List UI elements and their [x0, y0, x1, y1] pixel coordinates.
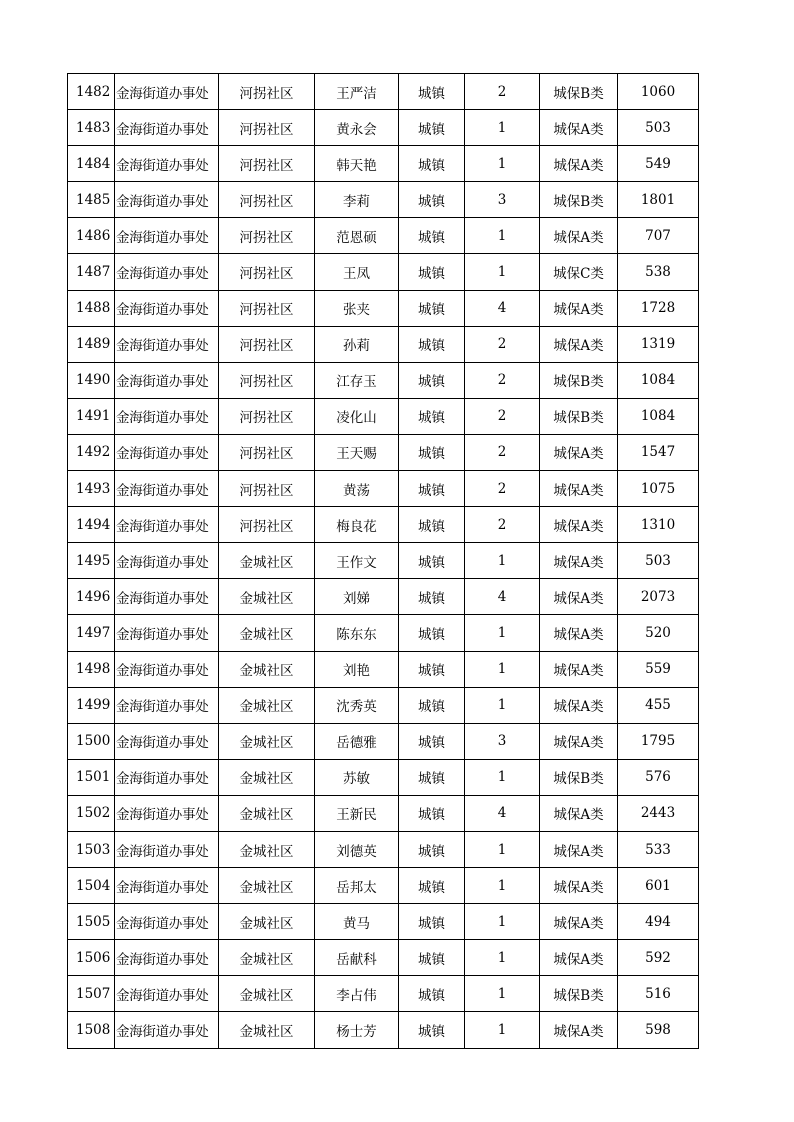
- cell-community: 金城社区: [219, 723, 315, 759]
- cell-area-type: 城镇: [399, 651, 465, 687]
- cell-household-count: 1: [465, 831, 540, 867]
- cell-category: 城保A类: [540, 615, 618, 651]
- table-row: [68, 543, 699, 579]
- cell-amount: 559: [618, 651, 699, 687]
- cell-office: 金海街道办事处: [115, 290, 219, 326]
- cell-office: 金海街道办事处: [115, 74, 219, 110]
- cell-category: 城保A类: [540, 940, 618, 976]
- cell-community: 金城社区: [219, 759, 315, 795]
- cell-household-count: 2: [465, 74, 540, 110]
- cell-office: 金海街道办事处: [115, 687, 219, 723]
- cell-sequence-number: 1507: [68, 976, 115, 1012]
- cell-sequence-number: 1495: [68, 543, 115, 579]
- cell-household-count: 1: [465, 976, 540, 1012]
- cell-sequence-number: 1501: [68, 759, 115, 795]
- cell-household-count: 3: [465, 182, 540, 218]
- cell-household-count: 4: [465, 579, 540, 615]
- cell-name: 刘德英: [315, 831, 399, 867]
- table-row: [68, 687, 699, 723]
- cell-office: 金海街道办事处: [115, 759, 219, 795]
- cell-category: 城保A类: [540, 868, 618, 904]
- cell-household-count: 3: [465, 723, 540, 759]
- cell-name: 江存玉: [315, 362, 399, 398]
- cell-category: 城保A类: [540, 290, 618, 326]
- cell-household-count: 2: [465, 326, 540, 362]
- cell-category: 城保A类: [540, 543, 618, 579]
- cell-sequence-number: 1503: [68, 831, 115, 867]
- cell-household-count: 1: [465, 1012, 540, 1048]
- cell-category: 城保B类: [540, 398, 618, 434]
- cell-sequence-number: 1491: [68, 398, 115, 434]
- table-row: [68, 831, 699, 867]
- cell-amount: 494: [618, 904, 699, 940]
- cell-amount: 592: [618, 940, 699, 976]
- cell-sequence-number: 1483: [68, 110, 115, 146]
- cell-category: 城保A类: [540, 795, 618, 831]
- cell-area-type: 城镇: [399, 976, 465, 1012]
- cell-area-type: 城镇: [399, 507, 465, 543]
- table-row: [68, 868, 699, 904]
- cell-community: 金城社区: [219, 940, 315, 976]
- cell-category: 城保A类: [540, 471, 618, 507]
- cell-household-count: 2: [465, 471, 540, 507]
- cell-household-count: 2: [465, 362, 540, 398]
- cell-sequence-number: 1488: [68, 290, 115, 326]
- cell-name: 沈秀英: [315, 687, 399, 723]
- cell-office: 金海街道办事处: [115, 110, 219, 146]
- cell-category: 城保B类: [540, 362, 618, 398]
- cell-sequence-number: 1498: [68, 651, 115, 687]
- cell-area-type: 城镇: [399, 868, 465, 904]
- cell-name: 岳德雅: [315, 723, 399, 759]
- cell-category: 城保A类: [540, 723, 618, 759]
- cell-name: 岳献科: [315, 940, 399, 976]
- cell-amount: 1084: [618, 398, 699, 434]
- cell-household-count: 2: [465, 434, 540, 470]
- cell-office: 金海街道办事处: [115, 976, 219, 1012]
- cell-community: 河拐社区: [219, 290, 315, 326]
- cell-name: 刘娣: [315, 579, 399, 615]
- cell-area-type: 城镇: [399, 146, 465, 182]
- cell-office: 金海街道办事处: [115, 543, 219, 579]
- cell-amount: 576: [618, 759, 699, 795]
- cell-sequence-number: 1482: [68, 74, 115, 110]
- cell-area-type: 城镇: [399, 398, 465, 434]
- cell-community: 金城社区: [219, 543, 315, 579]
- table-row: [68, 795, 699, 831]
- cell-office: 金海街道办事处: [115, 182, 219, 218]
- cell-household-count: 1: [465, 651, 540, 687]
- cell-office: 金海街道办事处: [115, 868, 219, 904]
- cell-community: 金城社区: [219, 651, 315, 687]
- table-row: [68, 579, 699, 615]
- cell-office: 金海街道办事处: [115, 398, 219, 434]
- cell-community: 河拐社区: [219, 398, 315, 434]
- cell-household-count: 1: [465, 218, 540, 254]
- cell-community: 河拐社区: [219, 326, 315, 362]
- cell-sequence-number: 1486: [68, 218, 115, 254]
- table-row: [68, 615, 699, 651]
- cell-community: 河拐社区: [219, 74, 315, 110]
- table-row: [68, 362, 699, 398]
- cell-name: 陈东东: [315, 615, 399, 651]
- cell-sequence-number: 1494: [68, 507, 115, 543]
- cell-category: 城保A类: [540, 579, 618, 615]
- cell-area-type: 城镇: [399, 795, 465, 831]
- cell-community: 河拐社区: [219, 110, 315, 146]
- cell-sequence-number: 1502: [68, 795, 115, 831]
- cell-category: 城保A类: [540, 326, 618, 362]
- cell-category: 城保B类: [540, 74, 618, 110]
- cell-community: 河拐社区: [219, 362, 315, 398]
- cell-name: 黄马: [315, 904, 399, 940]
- cell-household-count: 2: [465, 507, 540, 543]
- cell-amount: 598: [618, 1012, 699, 1048]
- cell-amount: 520: [618, 615, 699, 651]
- cell-community: 金城社区: [219, 868, 315, 904]
- cell-amount: 1060: [618, 74, 699, 110]
- cell-area-type: 城镇: [399, 687, 465, 723]
- cell-area-type: 城镇: [399, 254, 465, 290]
- cell-amount: 1310: [618, 507, 699, 543]
- cell-sequence-number: 1496: [68, 579, 115, 615]
- cell-name: 杨士芳: [315, 1012, 399, 1048]
- cell-sequence-number: 1492: [68, 434, 115, 470]
- cell-category: 城保C类: [540, 254, 618, 290]
- cell-amount: 455: [618, 687, 699, 723]
- cell-amount: 1795: [618, 723, 699, 759]
- cell-category: 城保A类: [540, 687, 618, 723]
- cell-sequence-number: 1505: [68, 904, 115, 940]
- cell-household-count: 4: [465, 795, 540, 831]
- cell-office: 金海街道办事处: [115, 795, 219, 831]
- cell-community: 金城社区: [219, 615, 315, 651]
- table-row: [68, 507, 699, 543]
- cell-amount: 503: [618, 543, 699, 579]
- cell-category: 城保A类: [540, 507, 618, 543]
- table-row: [68, 146, 699, 182]
- cell-name: 范恩硕: [315, 218, 399, 254]
- cell-category: 城保A类: [540, 218, 618, 254]
- cell-office: 金海街道办事处: [115, 146, 219, 182]
- cell-area-type: 城镇: [399, 723, 465, 759]
- cell-household-count: 1: [465, 254, 540, 290]
- cell-office: 金海街道办事处: [115, 579, 219, 615]
- cell-amount: 1075: [618, 471, 699, 507]
- table-row: [68, 723, 699, 759]
- table-row: [68, 940, 699, 976]
- table-row: [68, 218, 699, 254]
- cell-community: 河拐社区: [219, 146, 315, 182]
- cell-office: 金海街道办事处: [115, 651, 219, 687]
- cell-community: 金城社区: [219, 831, 315, 867]
- cell-office: 金海街道办事处: [115, 723, 219, 759]
- cell-office: 金海街道办事处: [115, 471, 219, 507]
- table-row: [68, 434, 699, 470]
- cell-community: 河拐社区: [219, 254, 315, 290]
- cell-community: 河拐社区: [219, 471, 315, 507]
- cell-sequence-number: 1499: [68, 687, 115, 723]
- cell-household-count: 1: [465, 615, 540, 651]
- cell-sequence-number: 1487: [68, 254, 115, 290]
- cell-area-type: 城镇: [399, 110, 465, 146]
- cell-community: 河拐社区: [219, 434, 315, 470]
- cell-community: 金城社区: [219, 904, 315, 940]
- cell-community: 河拐社区: [219, 218, 315, 254]
- cell-household-count: 1: [465, 146, 540, 182]
- cell-category: 城保B类: [540, 759, 618, 795]
- cell-area-type: 城镇: [399, 218, 465, 254]
- cell-area-type: 城镇: [399, 831, 465, 867]
- cell-sequence-number: 1500: [68, 723, 115, 759]
- cell-office: 金海街道办事处: [115, 831, 219, 867]
- cell-household-count: 2: [465, 398, 540, 434]
- table-row: [68, 74, 699, 110]
- cell-area-type: 城镇: [399, 471, 465, 507]
- cell-household-count: 1: [465, 904, 540, 940]
- cell-name: 苏敏: [315, 759, 399, 795]
- cell-name: 岳邦太: [315, 868, 399, 904]
- cell-category: 城保A类: [540, 651, 618, 687]
- cell-category: 城保B类: [540, 976, 618, 1012]
- cell-amount: 1547: [618, 434, 699, 470]
- cell-name: 王天赐: [315, 434, 399, 470]
- cell-category: 城保A类: [540, 1012, 618, 1048]
- cell-area-type: 城镇: [399, 579, 465, 615]
- cell-amount: 549: [618, 146, 699, 182]
- cell-category: 城保A类: [540, 146, 618, 182]
- cell-amount: 2073: [618, 579, 699, 615]
- cell-amount: 2443: [618, 795, 699, 831]
- cell-community: 金城社区: [219, 1012, 315, 1048]
- cell-name: 刘艳: [315, 651, 399, 687]
- table-row: [68, 110, 699, 146]
- cell-area-type: 城镇: [399, 326, 465, 362]
- cell-office: 金海街道办事处: [115, 1012, 219, 1048]
- cell-amount: 1728: [618, 290, 699, 326]
- table-row: [68, 904, 699, 940]
- roster-table: [67, 73, 699, 1049]
- cell-office: 金海街道办事处: [115, 326, 219, 362]
- cell-household-count: 1: [465, 543, 540, 579]
- cell-category: 城保A类: [540, 110, 618, 146]
- cell-amount: 1084: [618, 362, 699, 398]
- cell-area-type: 城镇: [399, 759, 465, 795]
- cell-community: 河拐社区: [219, 182, 315, 218]
- cell-name: 王作文: [315, 543, 399, 579]
- cell-sequence-number: 1506: [68, 940, 115, 976]
- cell-area-type: 城镇: [399, 182, 465, 218]
- cell-household-count: 4: [465, 290, 540, 326]
- table-row: [68, 976, 699, 1012]
- cell-sequence-number: 1484: [68, 146, 115, 182]
- table-row: [68, 471, 699, 507]
- cell-name: 王凤: [315, 254, 399, 290]
- cell-name: 王新民: [315, 795, 399, 831]
- table-row: [68, 182, 699, 218]
- table-row: [68, 254, 699, 290]
- cell-household-count: 1: [465, 868, 540, 904]
- cell-office: 金海街道办事处: [115, 362, 219, 398]
- cell-name: 张夹: [315, 290, 399, 326]
- cell-office: 金海街道办事处: [115, 434, 219, 470]
- cell-household-count: 1: [465, 940, 540, 976]
- cell-area-type: 城镇: [399, 940, 465, 976]
- cell-area-type: 城镇: [399, 74, 465, 110]
- cell-office: 金海街道办事处: [115, 904, 219, 940]
- cell-amount: 503: [618, 110, 699, 146]
- table-row: [68, 290, 699, 326]
- cell-area-type: 城镇: [399, 1012, 465, 1048]
- cell-office: 金海街道办事处: [115, 507, 219, 543]
- cell-name: 黄荡: [315, 471, 399, 507]
- cell-area-type: 城镇: [399, 290, 465, 326]
- cell-amount: 707: [618, 218, 699, 254]
- cell-sequence-number: 1493: [68, 471, 115, 507]
- cell-office: 金海街道办事处: [115, 254, 219, 290]
- cell-category: 城保A类: [540, 831, 618, 867]
- cell-name: 黄永会: [315, 110, 399, 146]
- cell-sequence-number: 1485: [68, 182, 115, 218]
- cell-amount: 533: [618, 831, 699, 867]
- cell-household-count: 1: [465, 687, 540, 723]
- cell-sequence-number: 1489: [68, 326, 115, 362]
- table-row: [68, 759, 699, 795]
- cell-name: 孙莉: [315, 326, 399, 362]
- cell-name: 韩天艳: [315, 146, 399, 182]
- cell-office: 金海街道办事处: [115, 218, 219, 254]
- cell-category: 城保A类: [540, 434, 618, 470]
- cell-category: 城保B类: [540, 182, 618, 218]
- table-row: [68, 326, 699, 362]
- cell-amount: 538: [618, 254, 699, 290]
- cell-community: 金城社区: [219, 976, 315, 1012]
- table-row: [68, 651, 699, 687]
- cell-community: 金城社区: [219, 687, 315, 723]
- cell-sequence-number: 1497: [68, 615, 115, 651]
- cell-community: 河拐社区: [219, 507, 315, 543]
- cell-amount: 601: [618, 868, 699, 904]
- cell-sequence-number: 1490: [68, 362, 115, 398]
- table-body: [68, 74, 699, 1049]
- cell-office: 金海街道办事处: [115, 940, 219, 976]
- cell-office: 金海街道办事处: [115, 615, 219, 651]
- cell-amount: 1319: [618, 326, 699, 362]
- cell-community: 金城社区: [219, 795, 315, 831]
- cell-community: 金城社区: [219, 579, 315, 615]
- cell-sequence-number: 1504: [68, 868, 115, 904]
- cell-category: 城保A类: [540, 904, 618, 940]
- cell-household-count: 1: [465, 110, 540, 146]
- cell-household-count: 1: [465, 759, 540, 795]
- cell-name: 李占伟: [315, 976, 399, 1012]
- cell-name: 王严洁: [315, 74, 399, 110]
- cell-name: 凌化山: [315, 398, 399, 434]
- cell-name: 梅良花: [315, 507, 399, 543]
- cell-area-type: 城镇: [399, 615, 465, 651]
- cell-area-type: 城镇: [399, 904, 465, 940]
- cell-name: 李莉: [315, 182, 399, 218]
- cell-area-type: 城镇: [399, 543, 465, 579]
- cell-amount: 516: [618, 976, 699, 1012]
- table-row: [68, 1012, 699, 1048]
- table-row: [68, 398, 699, 434]
- cell-area-type: 城镇: [399, 434, 465, 470]
- cell-area-type: 城镇: [399, 362, 465, 398]
- cell-sequence-number: 1508: [68, 1012, 115, 1048]
- cell-amount: 1801: [618, 182, 699, 218]
